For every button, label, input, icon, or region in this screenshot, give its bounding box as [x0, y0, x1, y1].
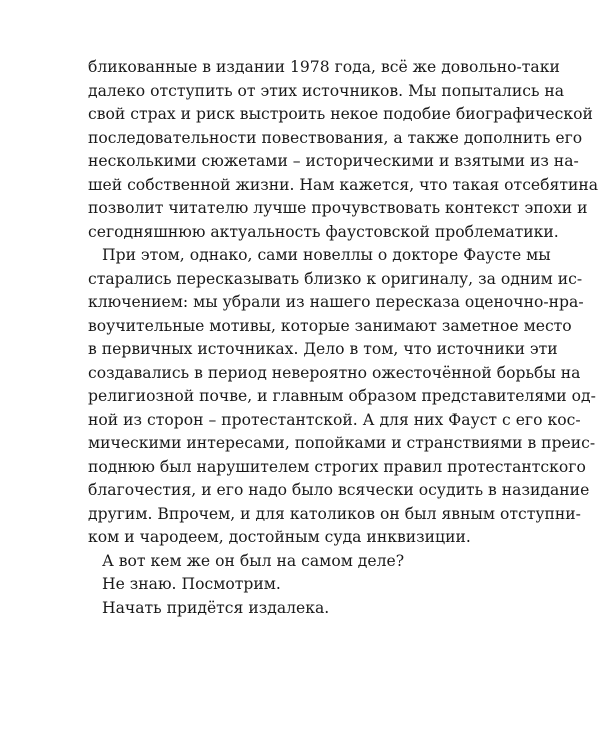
paragraph — [88, 56, 599, 244]
paragraph — [88, 550, 516, 574]
text-line: старались пересказывать близко к оригиналу, за одним ис- — [88, 269, 583, 288]
text-line: А вот кем же он был на самом деле? — [102, 551, 405, 570]
text-line: Начать придётся издалека. — [102, 598, 330, 617]
text-line: благочестия, и его надо было всячески осудить в назидание — [88, 481, 590, 499]
text-line: мическими интересами, попойками и странствиями в преис- — [88, 434, 596, 452]
text-line: позволит читателю лучше прочувствовать контекст эпохи и — [88, 199, 588, 217]
paragraph — [88, 573, 516, 597]
paragraph — [88, 244, 596, 550]
body-text — [88, 56, 599, 620]
text-line: ком и чародеем, достойным суда инквизиции. — [88, 528, 471, 546]
text-line: бликованные в издании 1978 года, всё же довольно-таки — [88, 58, 560, 76]
text-line: сегодняшнюю актуальность фаустовской проблематики. — [88, 222, 559, 241]
text-line: другим. Впрочем, и для католиков он был явным отступни- — [88, 504, 581, 523]
text-line: воучительные мотивы, которые занимают заметное место — [88, 316, 572, 335]
text-line: далеко отступить от этих источников. Мы попытались на — [88, 81, 565, 100]
text-line: ключением: мы убрали из нашего пересказа оценочно-нра- — [88, 293, 584, 311]
text-line: свой страх и риск выстроить некое подобие биографической — [88, 105, 593, 123]
text-line: ной из сторон – протестантской. А для них Фауст с его кос- — [88, 410, 581, 429]
text-line: создавались в период невероятно ожесточённой борьбы на — [88, 363, 581, 382]
text-line: При этом, однако, сами новеллы о докторе Фаусте мы — [102, 246, 551, 264]
text-line: последовательности повествования, а также дополнить его — [88, 128, 583, 147]
text-line: Не знаю. Посмотрим. — [102, 575, 281, 593]
paragraph — [88, 597, 516, 621]
text-line: в первичных источниках. Дело в том, что источники эти — [88, 340, 558, 358]
text-line: поднюю был нарушителем строгих правил протестантского — [88, 457, 586, 476]
text-line: шей собственной жизни. Нам кажется, что такая отсебятина — [88, 175, 599, 194]
text-line: несколькими сюжетами – историческими и взятыми из на- — [88, 152, 579, 170]
text-line: религиозной почве, и главным образом представителями од- — [88, 387, 596, 405]
